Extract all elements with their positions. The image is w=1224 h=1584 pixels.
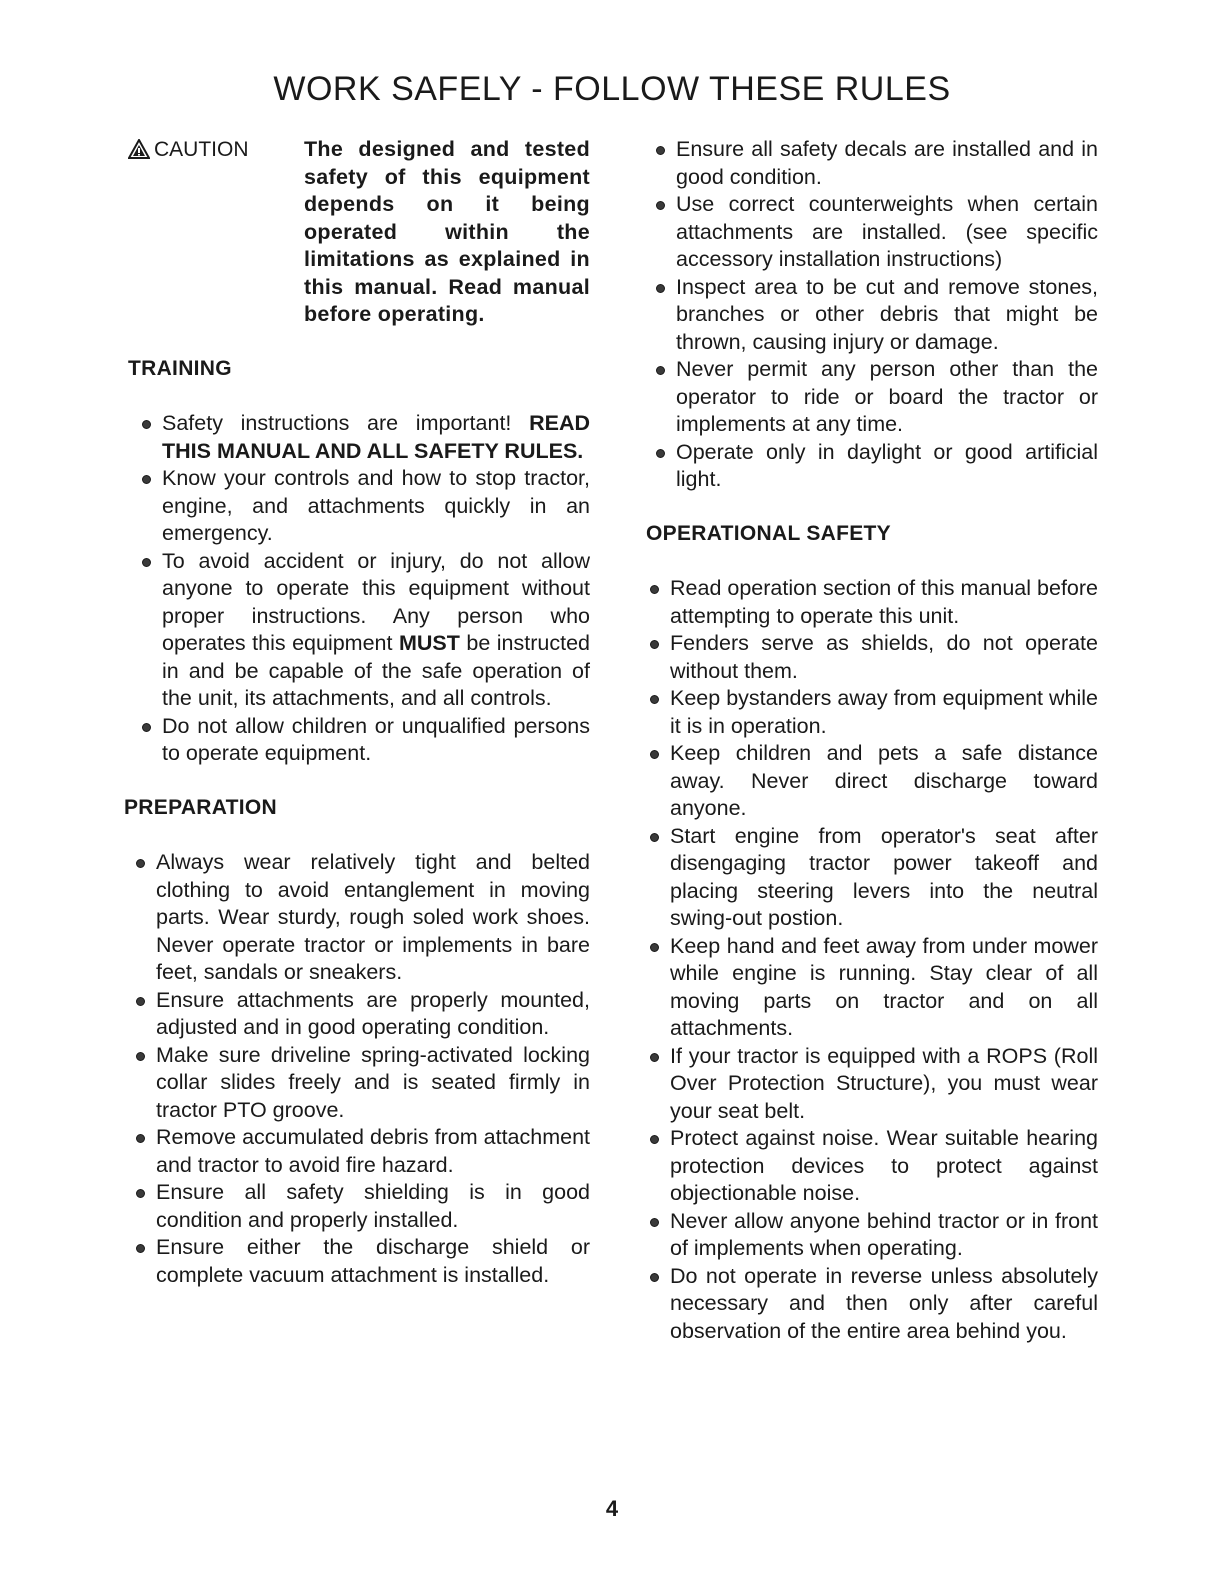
operational-item: Keep hand and feet away from under mower while engine is running. Stay clear of all moving parts on tractor and on all attachments. xyxy=(670,933,1098,1040)
list-item xyxy=(138,548,590,713)
list-item xyxy=(652,136,1098,191)
page-number: 4 xyxy=(605,1496,619,1521)
general-item: Never permit any person other than the operator to ride or board the tractor or implements at any time. xyxy=(676,357,1098,436)
preparation-item: Make sure driveline spring-activated locking collar slides freely and is seated firmly in tractor PTO groove. xyxy=(156,1042,590,1122)
list-item xyxy=(652,356,1098,439)
list-item xyxy=(652,191,1098,274)
list-item xyxy=(646,1208,1098,1263)
list-item xyxy=(138,713,590,768)
list-item xyxy=(646,933,1098,1043)
training-item-1-emphasis: READ THIS MANUAL AND ALL SAFETY RULES. xyxy=(162,411,590,463)
caution-text: The designed and tested safety of this equipment depends on it being operated within the limitations as explained in this manual. Read manual before operating. xyxy=(304,137,590,326)
operational-item: Fenders serve as shields, do not operate without them. xyxy=(670,631,1098,683)
caution-notice xyxy=(118,136,590,329)
bullet-icon xyxy=(650,585,659,594)
list-item xyxy=(652,439,1098,494)
page-title: WORK SAFELY - FOLLOW THESE RULES xyxy=(273,70,951,108)
operational-item: Do not operate in reverse unless absolutely necessary and then only after careful observation of the entire area behind you. xyxy=(670,1263,1098,1343)
bullet-icon xyxy=(650,695,659,704)
preparation-list xyxy=(118,849,590,1289)
warning-triangle-icon xyxy=(128,139,150,159)
bullet-icon xyxy=(136,1134,145,1143)
operational-item: Read operation section of this manual before attempting to operate this unit. xyxy=(670,576,1098,628)
list-item xyxy=(132,849,590,987)
bullet-icon xyxy=(650,1273,659,1282)
bullet-icon xyxy=(656,449,665,458)
bullet-icon xyxy=(650,640,659,649)
operational-item: Never allow anyone behind tractor or in front of implements when operating. xyxy=(670,1208,1098,1260)
list-item xyxy=(646,823,1098,933)
bullet-icon xyxy=(142,558,151,567)
training-list xyxy=(118,410,590,768)
operational-item: Protect against noise. Wear suitable hearing protection devices to protect against objectionable noise. xyxy=(670,1126,1098,1205)
list-item xyxy=(132,1124,590,1179)
general-safety-list xyxy=(646,136,1098,494)
general-item: Operate only in daylight or good artificial light. xyxy=(676,439,1098,491)
operational-safety-heading: OPERATIONAL SAFETY xyxy=(646,521,891,545)
preparation-heading: PREPARATION xyxy=(124,795,278,819)
preparation-item: Ensure either the discharge shield or complete vacuum attachment is installed. xyxy=(156,1235,590,1287)
general-item: Ensure all safety decals are installed and in good condition. xyxy=(676,137,1098,189)
bullet-icon xyxy=(136,1189,145,1198)
training-item-4: Do not allow children or unqualified persons to operate equipment. xyxy=(162,713,590,765)
training-item-3a: To avoid accident or injury, do not allow anyone to operate this equipment without proper instructions. Any person who operates this equipment xyxy=(162,548,590,655)
list-item xyxy=(646,685,1098,740)
list-item xyxy=(646,1263,1098,1346)
left-column xyxy=(118,136,590,1289)
bullet-icon xyxy=(136,997,145,1006)
operational-item: If your tractor is equipped with a ROPS (Roll Over Protection Structure), you must wear your seat belt. xyxy=(670,1043,1098,1123)
bullet-icon xyxy=(656,284,665,293)
bullet-icon xyxy=(142,475,151,484)
training-heading: TRAINING xyxy=(128,356,232,380)
list-item xyxy=(646,1125,1098,1208)
bullet-icon xyxy=(136,859,145,868)
operational-item: Start engine from operator's seat after disengaging tractor power takeoff and placing steering levers into the neutral swing-out postion. xyxy=(670,823,1098,930)
list-item xyxy=(132,1234,590,1289)
list-item xyxy=(138,410,590,465)
bullet-icon xyxy=(650,1053,659,1062)
training-item-2: Know your controls and how to stop tractor, engine, and attachments quickly in an emergency. xyxy=(162,466,590,545)
bullet-icon xyxy=(650,750,659,759)
preparation-item: Remove accumulated debris from attachment and tractor to avoid fire hazard. xyxy=(156,1125,590,1177)
bullet-icon xyxy=(650,1218,659,1227)
operational-item: Keep children and pets a safe distance away. Never direct discharge toward anyone. xyxy=(670,741,1098,820)
bullet-icon xyxy=(656,146,665,155)
bullet-icon xyxy=(136,1244,145,1253)
list-item xyxy=(646,630,1098,685)
general-item: Inspect area to be cut and remove stones, branches or other debris that might be thrown, causing injury or damage. xyxy=(676,274,1098,354)
bullet-icon xyxy=(142,723,151,732)
operational-item: Keep bystanders away from equipment while it is in operation. xyxy=(670,686,1098,738)
list-item xyxy=(652,274,1098,357)
bullet-icon xyxy=(656,366,665,375)
general-item: Use correct counterweights when certain attachments are installed. (see specific accessory installation instructions) xyxy=(676,192,1098,271)
bullet-icon xyxy=(142,420,151,429)
preparation-item: Ensure all safety shielding is in good condition and properly installed. xyxy=(156,1180,590,1232)
training-item-3-bold: MUST xyxy=(398,631,460,655)
operational-safety-list xyxy=(646,575,1098,1345)
preparation-item: Always wear relatively tight and belted clothing to avoid entanglement in moving parts. Wear sturdy, rough soled work shoes. Never operate tractor or implements in bare feet, sandals or sneakers. xyxy=(156,850,590,984)
list-item xyxy=(138,465,590,548)
list-item xyxy=(132,1179,590,1234)
list-item xyxy=(132,987,590,1042)
bullet-icon xyxy=(656,201,665,210)
training-item-3b: be instructed in and be capable of the safe operation of the unit, its attachments, and all controls. xyxy=(162,631,590,710)
bullet-icon xyxy=(650,943,659,952)
list-item xyxy=(132,1042,590,1125)
bullet-icon xyxy=(650,1135,659,1144)
training-item-1-intro: Safety instructions are important! xyxy=(162,411,512,435)
preparation-item: Ensure attachments are properly mounted, adjusted and in good operating condition. xyxy=(156,987,590,1039)
right-column xyxy=(646,136,1098,1345)
bullet-icon xyxy=(650,833,659,842)
list-item xyxy=(646,575,1098,630)
caution-label: CAUTION xyxy=(154,138,249,161)
list-item xyxy=(646,1043,1098,1126)
list-item xyxy=(646,740,1098,823)
bullet-icon xyxy=(136,1052,145,1061)
